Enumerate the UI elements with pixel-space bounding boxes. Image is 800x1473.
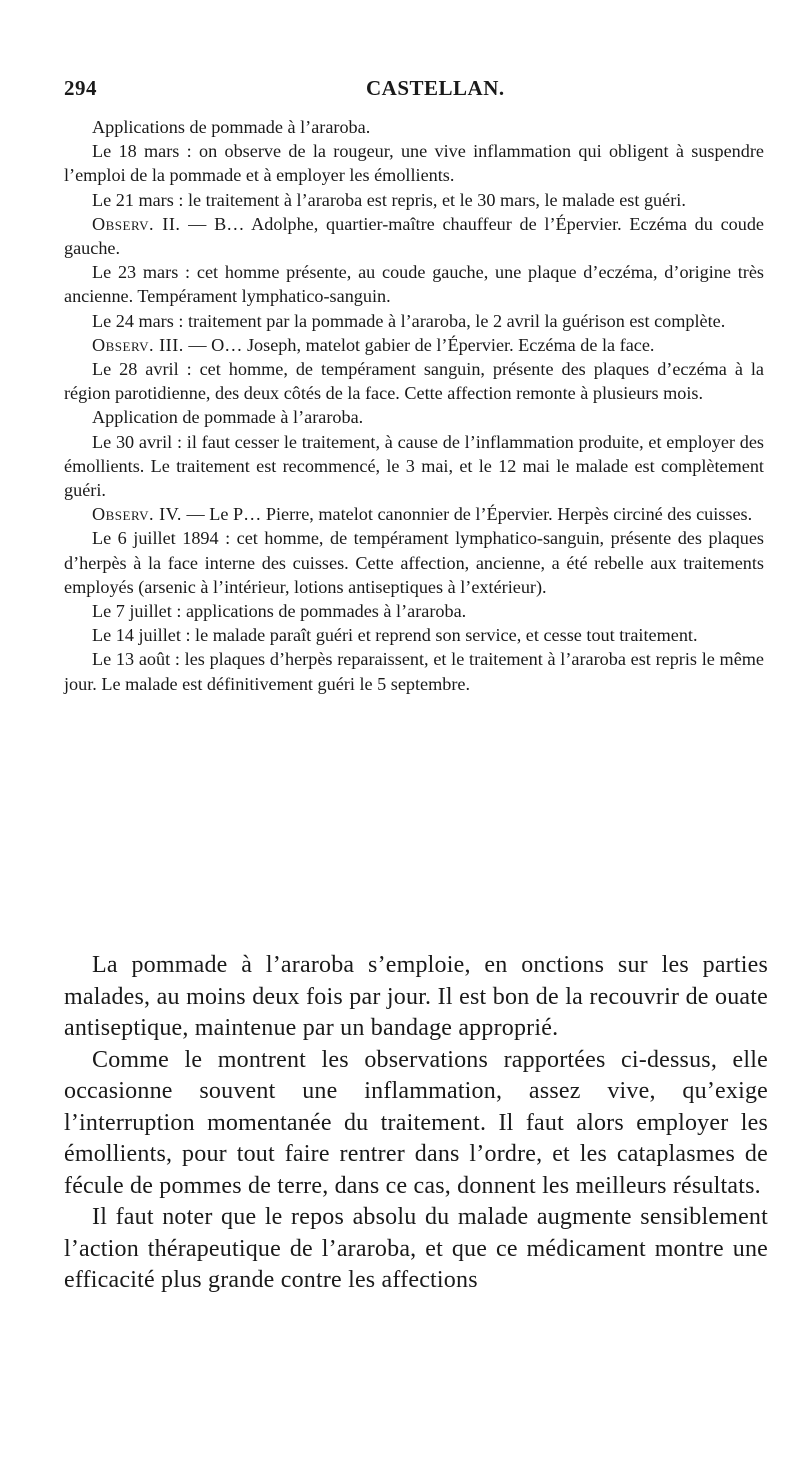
paragraph: Le 24 mars : traitement par la pommade à l’araroba, le 2 avril la guérison est complète. <box>92 310 726 331</box>
running-title: CASTELLAN. <box>366 76 505 100</box>
body-paragraph: Comme le montrent les observations rapportées ci-dessus, elle occasionne souvent une inflammation, assez vive, qu’exige l’interruption momentanée du traitement. Il faut alors employer les émollients, pour tout faire rentrer dans l’ordre, et les cataplasmes de fécule de pommes de terre, dans ce cas, donnent les meilleurs résultats. <box>64 1046 768 1199</box>
observations-section <box>64 115 764 696</box>
paragraph: Le 18 mars : on observe de la rougeur, une vive inflammation qui obligent à suspendre l’emploi de la pommade et à employer les émollients. <box>64 141 764 186</box>
body-paragraph: La pommade à l’araroba s’emploie, en onctions sur les parties malades, au moins deux fois par jour. Il est bon de la recouvrir de ouate antiseptique, maintenue par un bandage approprié. <box>64 952 768 1041</box>
paragraph: Le 21 mars : le traitement à l’araroba est repris, et le 30 mars, le malade est guéri. <box>92 189 686 210</box>
paragraph: Le 30 avril : il faut cesser le traitement, à cause de l’inflammation produite, et employer des émollients. Le traitement est recommencé, le 3 mai, et le 12 mai le malade est complètement guéri. <box>64 431 764 501</box>
body-text-section <box>64 950 768 1297</box>
observation-heading: Observ. III. — O… Joseph, matelot gabier de l’Épervier. Eczéma de la face. <box>92 334 655 355</box>
paragraph: Application de pommade à l’araroba. <box>92 407 364 428</box>
paragraph: Le 6 juillet 1894 : cet homme, de tempérament lymphatico-sanguin, présente des plaques d’herpès à la face interne des cuisses. Cette affection, ancienne, a été rebelle aux traitements employés (arsenic à l’intérieur, lotions antiseptiques à l’extérieur). <box>64 528 764 597</box>
running-header <box>64 76 752 102</box>
paragraph: Le 14 juillet : le malade paraît guéri et reprend son service, et cesse tout traitement. <box>92 625 698 646</box>
observation-heading: Observ. II. — B… Adolphe, quartier-maître chauffeur de l’Épervier. Eczéma du coude gauche. <box>64 213 765 259</box>
page-number: 294 <box>64 76 97 100</box>
paragraph: Applications de pommade à l’araroba. <box>92 117 371 137</box>
paragraph: Le 28 avril : cet homme, de tempérament sanguin, présente des plaques d’eczéma à la région parotidienne, des deux côtés de la face. Cette affection remonte à plusieurs mois. <box>64 359 764 404</box>
paragraph: Le 13 août : les plaques d’herpès reparaissent, et le traitement à l’araroba est repris le même jour. Le malade est définitivement guéri le 5 septembre. <box>64 649 764 694</box>
paragraph: Le 7 juillet : applications de pommades à l’araroba. <box>92 601 467 622</box>
body-paragraph: Il faut noter que le repos absolu du malade augmente sensiblement l’action thérapeutique de l’araroba, et que ce médicament montre une efficacité plus grande contre les affections <box>64 1204 768 1293</box>
paragraph: Le 23 mars : cet homme présente, au coude gauche, une plaque d’eczéma, d’origine très ancienne. Tempérament lymphatico-sanguin. <box>64 262 764 307</box>
observation-heading: Observ. IV. — Le P… Pierre, matelot canonnier de l’Épervier. Herpès circiné des cuisses. <box>92 504 753 525</box>
